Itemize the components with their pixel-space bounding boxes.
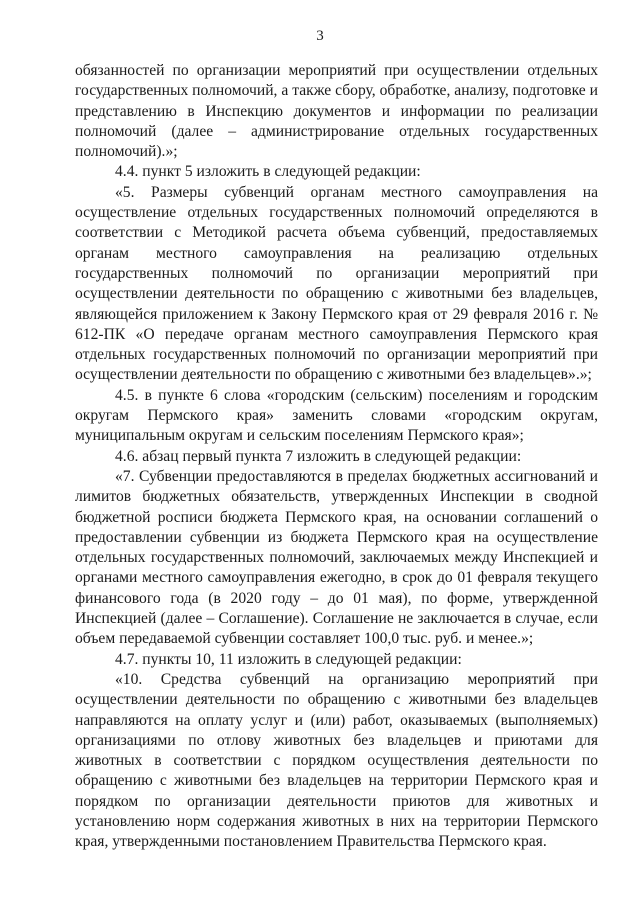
paragraph-clause-10: «10. Средства субвенций на организацию мероприятий при осуществлении деятельности по обращению с животными без владельцев направляются на оплату услуг и (или) работ, оказываемых (выполняемых) организациями по отлову животных без владельцев и приютами для животных в соответствии с порядком осуществления деятельности по обращению с животными без владельцев на территории Пермского края и порядком по организации деятельности приютов для животных и установлению норм содержания животных в них на территории Пермского края, утвержденными постановлением Правительства Пермского края.	[75, 670, 598, 851]
paragraph-item-4-6: 4.6. абзац первый пункта 7 изложить в следующей редакции:	[115, 447, 522, 465]
paragraph-clause-7: «7. Субвенции предоставляются в пределах бюджетных ассигнований и лимитов бюджетных обязательств, утвержденных Инспекции в сводной бюджетной росписи бюджета Пермского края, на основании соглашений о предоставлении субвенции из бюджета Пермского края на осуществление отдельных государственных полномочий, заключаемых между Инспекцией и органами местного самоуправления ежегодно, в срок до 01 февраля текущего финансового года (в 2020 году – до 01 мая), по форме, утвержденной Инспекцией (далее – Соглашение). Соглашение не заключается в случае, если объем передаваемой субвенции составляет 100,0 тыс. руб. и менее.»;	[75, 467, 598, 648]
paragraph-continuation: обязанностей по организации мероприятий при осуществлении отдельных государственных полномочий, а также сбору, обработке, анализу, подготовке и представлению в Инспекцию документов и информации по реализации полномочий (далее – администрирование отдельных государственных полномочий).»;	[75, 62, 598, 161]
paragraph-item-4-4: 4.4. пункт 5 изложить в следующей редакции:	[115, 163, 421, 181]
paragraph-clause-5: «5. Размеры субвенций органам местного самоуправления на осуществление отдельных государственных полномочий определяются в соответствии с Методикой расчета объема субвенций, предоставляемых органам местного самоуправления на реализацию отдельных государственных полномочий по организации мероприятий при осуществлении деятельности по обращению с животными без владельцев, являющейся приложением к Закону Пермского края от 29 февраля 2016 г. № 612-ПК «О передаче органам местного самоуправления Пермского края отдельных государственных полномочий по организации мероприятий при осуществлении деятельности по обращению с животными без владельцев».»;	[75, 183, 598, 384]
page-number: 3	[316, 28, 324, 44]
paragraph-item-4-5: 4.5. в пункте 6 слова «городским (сельским) поселениям и городским округам Пермского края» заменить словами «городским округам, муниципальным округам и сельским поселениям Пермского края»;	[75, 386, 598, 445]
document-body	[75, 61, 598, 853]
paragraph-item-4-7: 4.7. пункты 10, 11 изложить в следующей редакции:	[115, 650, 462, 668]
